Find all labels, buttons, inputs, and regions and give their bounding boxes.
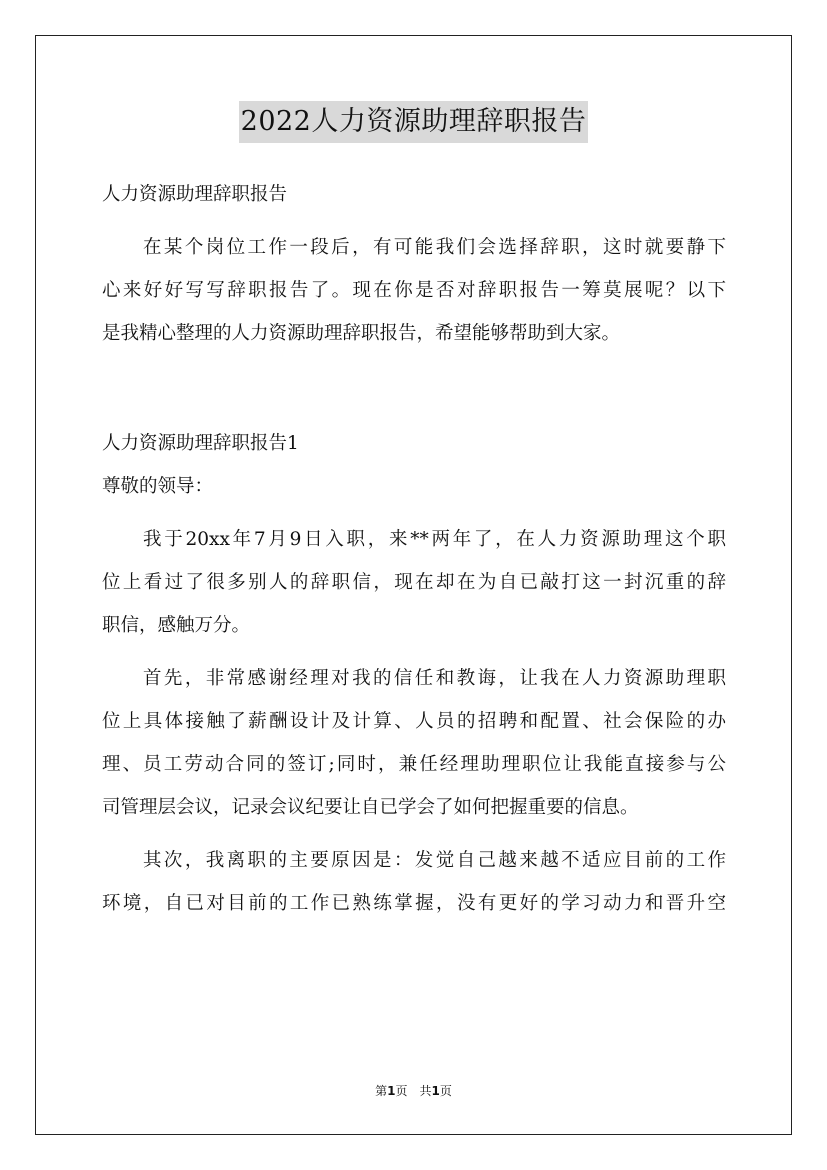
paragraph-line: 位上看过了很多别人的辞职信，现在却在为自已敲打这一封沉重的辞 — [102, 572, 726, 593]
paragraph-line: 位上具体接触了薪酬设计及计算、人员的招聘和配置、社会保险的办 — [102, 711, 726, 732]
salutation: 尊敬的领导： — [102, 476, 214, 497]
paragraph-line: 司管理层会议，记录会议纪要让自已学会了如何把握重要的信息。 — [102, 797, 639, 818]
intro-line: 在某个岗位工作一段后，有可能我们会选择辞职，这时就要静下 — [143, 237, 726, 258]
document-title-text: 2022人力资源助理辞职报告 — [239, 101, 589, 143]
paragraph-line: 我于20xx年7月9日入职，来**两年了，在人力资源助理这个职 — [143, 529, 726, 550]
document-body — [102, 173, 726, 925]
paragraph-line: 职信，感触万分。 — [102, 615, 251, 636]
document-subtitle: 人力资源助理辞职报告 — [102, 184, 288, 205]
intro-line: 心来好好写写辞职报告了。现在你是否对辞职报告一筹莫展呢？以下 — [102, 280, 726, 301]
paragraph-line: 其次，我离职的主要原因是：发觉自己越来越不适应目前的工作 — [143, 850, 726, 871]
paragraph-line: 理、员工劳动合同的签订;同时，兼任经理助理职位让我能直接参与公 — [102, 754, 726, 775]
footer-page-total: 1 — [431, 1084, 440, 1098]
intro-line: 是我精心整理的人力资源助理辞职报告，希望能够帮助到大家。 — [102, 323, 621, 344]
footer-page-label: 页 — [439, 1084, 452, 1098]
document-title — [0, 100, 827, 143]
paragraph-line: 首先，非常感谢经理对我的信任和教诲，让我在人力资源助理职 — [143, 668, 726, 689]
paragraph-line: 环境，自已对目前的工作已熟练掌握，没有更好的学习动力和晋升空 — [102, 893, 726, 914]
footer-page-label: 页 共 — [395, 1084, 432, 1098]
footer-page-label: 第 — [375, 1084, 388, 1098]
section-heading: 人力资源助理辞职报告1 — [102, 433, 299, 454]
footer-page-current: 1 — [387, 1084, 396, 1098]
page-footer — [0, 1082, 827, 1099]
